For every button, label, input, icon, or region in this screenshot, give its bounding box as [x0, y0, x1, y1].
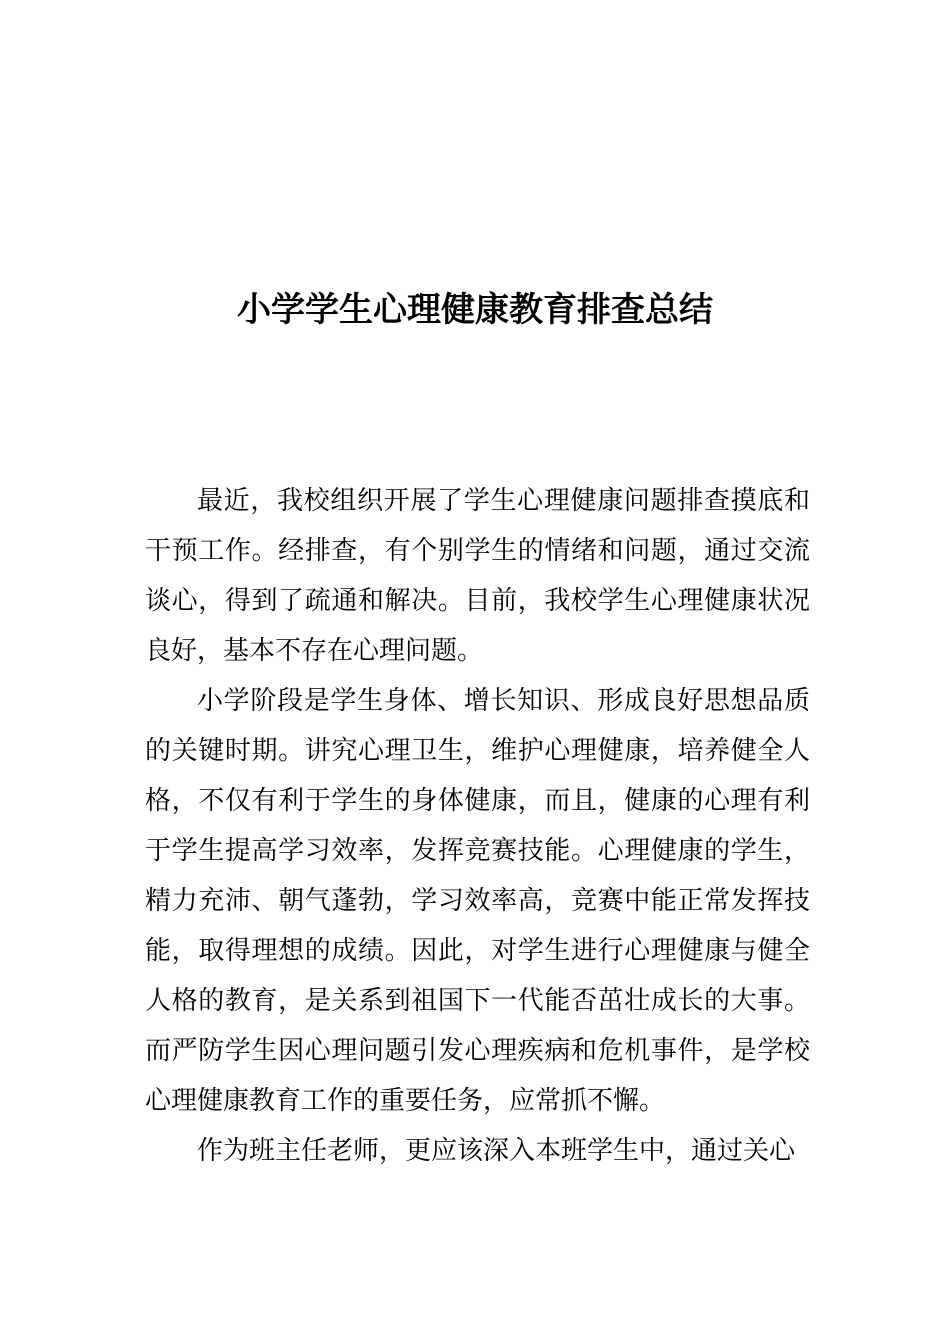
document-title: 小学学生心理健康教育排查总结: [237, 290, 713, 330]
paragraph-1: 最近，我校组织开展了学生心理健康问题排查摸底和干预工作。经排查，有个别学生的情绪和问题，通过交流谈心，得到了疏通和解决。目前，我校学生心理健康状况良好，基本不存在心理问题。: [145, 486, 810, 666]
document-body: [145, 476, 810, 1176]
paragraph-3: 作为班主任老师，更应该深入本班学生中，通过关心: [197, 1136, 796, 1166]
paragraph-2: 小学阶段是学生身体、增长知识、形成良好思想品质的关键时期。讲究心理卫生，维护心理健康，培养健全人格，不仅有利于学生的身体健康，而且，健康的心理有利于学生提高学习效率，发挥竞赛技能。心理健康的学生，精力充沛、朝气蓬勃，学习效率高，竞赛中能正常发挥技能，取得理想的成绩。因此，对学生进行心理健康与健全人格的教育，是关系到祖国下一代能否茁壮成长的大事。而严防学生因心理问题引发心理疾病和危机事件，是学校心理健康教育工作的重要任务，应常抓不懈。: [145, 686, 810, 1116]
